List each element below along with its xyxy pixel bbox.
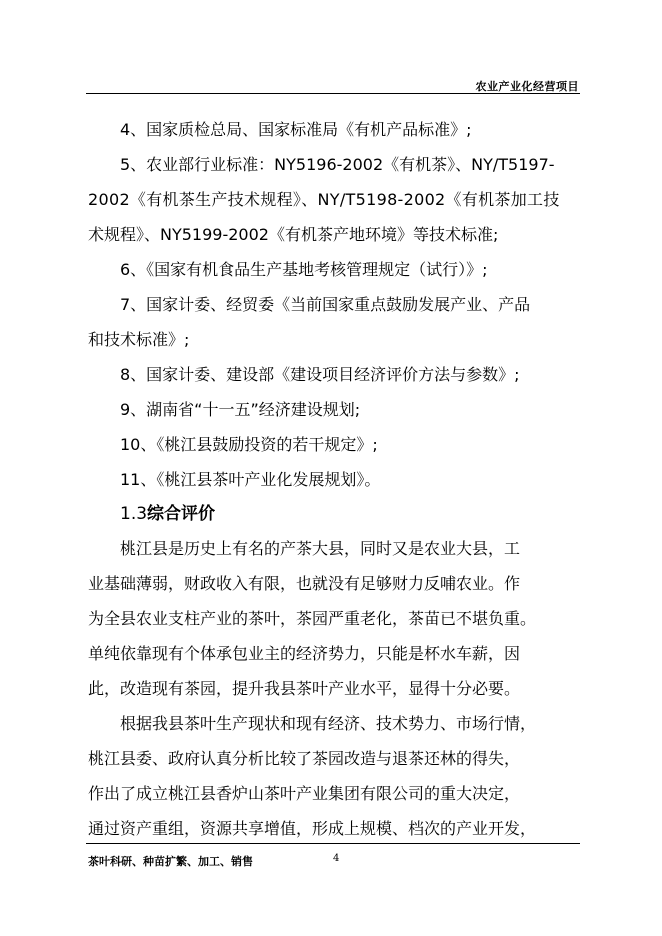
paragraph-1-line: 业基础薄弱，财政收入有限，也就没有足够财力反哺农业。作 xyxy=(88,574,521,593)
running-footer: 茶叶科研、种苗扩繁、加工、销售 xyxy=(88,855,253,868)
reference-item-5-cont-2: 术规程》、NY5199-2002《有机茶产地环境》等技术标准; xyxy=(88,225,499,244)
paragraph-2-line: 根据我县茶叶生产现状和现有经济、技术势力、市场行情， xyxy=(120,714,537,733)
reference-item-8: 8、国家计委、建设部《建设项目经济评价方法与参数》; xyxy=(120,365,520,384)
section-heading xyxy=(88,497,582,531)
header-rule xyxy=(86,93,580,94)
paragraph-1-line: 此，改造现有茶园，提升我县茶叶产业水平，显得十分必要。 xyxy=(88,679,521,698)
paragraph-2-line: 桃江县委、政府认真分析比较了茶园改造与退茶还林的得失， xyxy=(88,749,521,768)
reference-item-7: 7、国家计委、经贸委《当前国家重点鼓励发展产业、产品 xyxy=(120,295,531,314)
reference-item-6: 6、《国家有机食品生产基地考核管理规定（试行）》; xyxy=(120,260,488,279)
reference-item-9: 9、湖南省“十一五”经济建设规划; xyxy=(120,400,361,419)
page-body xyxy=(88,112,582,846)
reference-item-11: 11、《桃江县茶叶产业化发展规划》。 xyxy=(120,470,381,489)
paragraph-1-line: 桃江县是历史上有名的产茶大县，同时又是农业大县，工 xyxy=(120,539,521,558)
reference-item-5: 5、农业部行业标准：NY5196-2002《有机茶》、NY/T5197- xyxy=(120,155,555,174)
reference-item-7-cont: 和技术标准》; xyxy=(88,330,190,349)
reference-item-10: 10、《桃江县鼓励投资的若干规定》; xyxy=(120,435,378,454)
reference-item-5-cont-1: 2002《有机茶生产技术规程》、NY/T5198-2002《有机茶加工技 xyxy=(88,190,560,209)
paragraph-2-line: 通过资产重组，资源共享增值，形成上规模、档次的产业开发， xyxy=(88,819,537,838)
reference-item-4: 4、国家质检总局、国家标准局《有机产品标准》; xyxy=(120,120,472,139)
footer-rule xyxy=(86,843,580,844)
paragraph-1-line: 为全县农业支柱产业的茶叶，茶园严重老化，茶苗已不堪负重。 xyxy=(88,609,537,628)
section-title: 综合评价 xyxy=(147,504,216,524)
section-number: 1.3 xyxy=(120,504,148,524)
page-number: 4 xyxy=(333,853,340,864)
paragraph-1-line: 单纯依靠现有个体承包业主的经济势力，只能是杯水车薪，因 xyxy=(88,644,521,663)
paragraph-2-line: 作出了成立桃江县香炉山茶叶产业集团有限公司的重大决定， xyxy=(88,784,521,803)
running-header: 农业产业化经营项目 xyxy=(475,80,579,93)
